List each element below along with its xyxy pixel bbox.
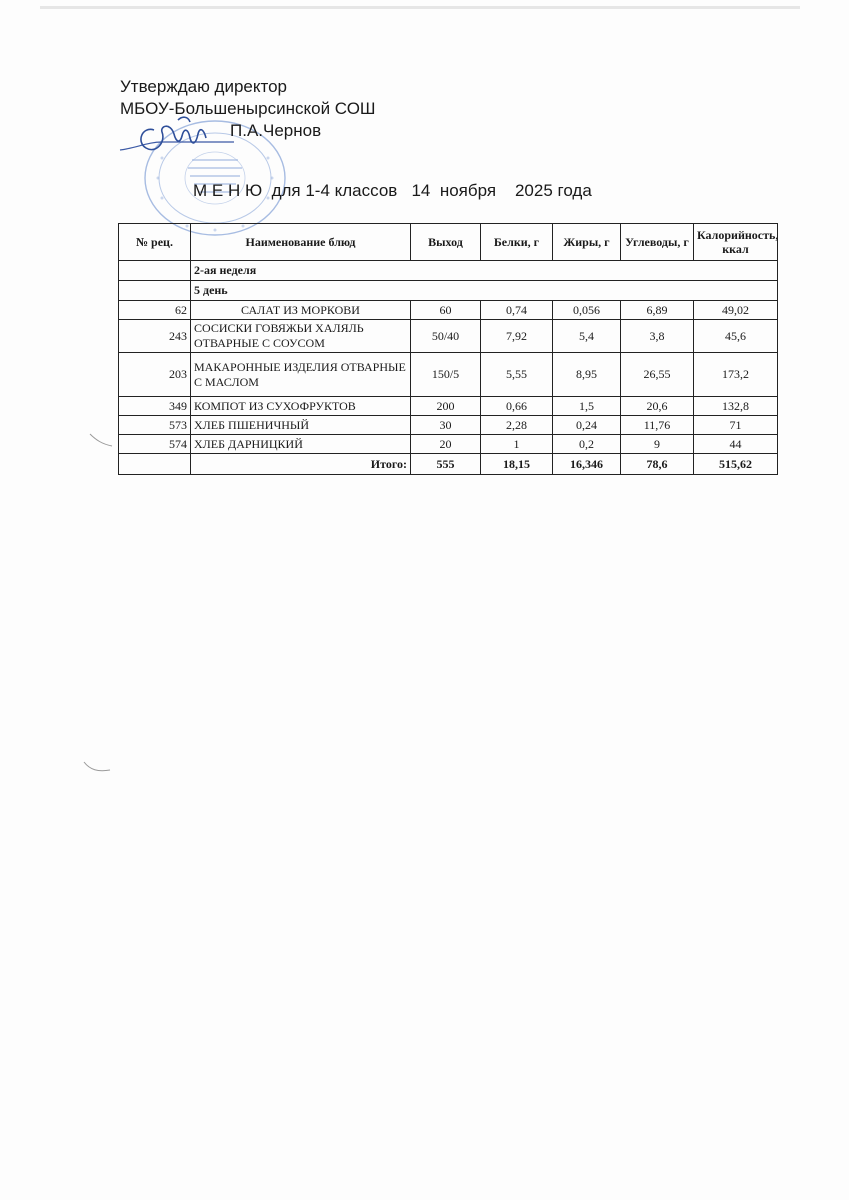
kcal-value: 44 <box>694 435 778 454</box>
total-carbs: 78,6 <box>621 454 694 475</box>
col-header-rec: № рец. <box>119 224 191 261</box>
kcal-value: 45,6 <box>694 320 778 353</box>
week-row <box>119 261 778 281</box>
carbs-value: 26,55 <box>621 353 694 397</box>
signature <box>118 112 238 162</box>
yield-value: 50/40 <box>411 320 481 353</box>
protein-value: 1 <box>481 435 553 454</box>
total-protein: 18,15 <box>481 454 553 475</box>
col-header-yield: Выход <box>411 224 481 261</box>
rec-number: 349 <box>119 397 191 416</box>
carbs-value: 3,8 <box>621 320 694 353</box>
col-header-carbs: Углеводы, г <box>621 224 694 261</box>
carbs-value: 11,76 <box>621 416 694 435</box>
fat-value: 8,95 <box>553 353 621 397</box>
col-header-protein: Белки, г <box>481 224 553 261</box>
total-yield: 555 <box>411 454 481 475</box>
total-label: Итого: <box>191 454 411 475</box>
protein-value: 0,66 <box>481 397 553 416</box>
fat-value: 1,5 <box>553 397 621 416</box>
table-row <box>119 435 778 454</box>
carbs-value: 20,6 <box>621 397 694 416</box>
empty-cell <box>119 261 191 281</box>
yield-value: 30 <box>411 416 481 435</box>
dish-name: СОСИСКИ ГОВЯЖЬИ ХАЛЯЛЬ ОТВАРНЫЕ С СОУСОМ <box>191 320 411 353</box>
dish-name: МАКАРОННЫЕ ИЗДЕЛИЯ ОТВАРНЫЕ С МАСЛОМ <box>191 353 411 397</box>
kcal-value: 49,02 <box>694 301 778 320</box>
protein-value: 2,28 <box>481 416 553 435</box>
protein-value: 5,55 <box>481 353 553 397</box>
rec-number: 573 <box>119 416 191 435</box>
total-row <box>119 454 778 475</box>
dish-name: ХЛЕБ ДАРНИЦКИЙ <box>191 435 411 454</box>
yield-value: 150/5 <box>411 353 481 397</box>
scan-mark <box>82 758 112 778</box>
table-row <box>119 320 778 353</box>
carbs-value: 6,89 <box>621 301 694 320</box>
table-row <box>119 397 778 416</box>
director-name: П.А.Чернов <box>230 121 322 140</box>
col-header-fat: Жиры, г <box>553 224 621 261</box>
col-header-name: Наименование блюд <box>191 224 411 261</box>
total-fat: 16,346 <box>553 454 621 475</box>
week-label: 2-ая неделя <box>191 261 778 281</box>
yield-value: 20 <box>411 435 481 454</box>
table-header-row <box>119 224 778 261</box>
empty-cell <box>119 454 191 475</box>
yield-value: 60 <box>411 301 481 320</box>
rec-number: 243 <box>119 320 191 353</box>
fat-value: 0,056 <box>553 301 621 320</box>
carbs-value: 9 <box>621 435 694 454</box>
fat-value: 5,4 <box>553 320 621 353</box>
empty-cell <box>119 281 191 301</box>
scan-mark <box>86 430 116 454</box>
col-header-kcal: Калорийность, ккал <box>694 224 778 261</box>
kcal-value: 173,2 <box>694 353 778 397</box>
table-row <box>119 301 778 320</box>
dish-name: КОМПОТ ИЗ СУХОФРУКТОВ <box>191 397 411 416</box>
day-row <box>119 281 778 301</box>
approval-title: Утверждаю директор <box>120 77 288 96</box>
protein-value: 7,92 <box>481 320 553 353</box>
kcal-value: 132,8 <box>694 397 778 416</box>
menu-title: М Е Н Ю для 1-4 классов 14 ноября 2025 года <box>193 181 592 200</box>
protein-value: 0,74 <box>481 301 553 320</box>
dish-name: САЛАТ ИЗ МОРКОВИ <box>191 301 411 320</box>
school-name: МБОУ-Большенырсинской СОШ <box>120 99 376 118</box>
rec-number: 203 <box>119 353 191 397</box>
scan-edge-band <box>40 6 800 9</box>
table-row <box>119 353 778 397</box>
yield-value: 200 <box>411 397 481 416</box>
rec-number: 574 <box>119 435 191 454</box>
menu-table <box>118 223 778 475</box>
fat-value: 0,24 <box>553 416 621 435</box>
day-label: 5 день <box>191 281 778 301</box>
rec-number: 62 <box>119 301 191 320</box>
table-row <box>119 416 778 435</box>
total-kcal: 515,62 <box>694 454 778 475</box>
dish-name: ХЛЕБ ПШЕНИЧНЫЙ <box>191 416 411 435</box>
kcal-value: 71 <box>694 416 778 435</box>
fat-value: 0,2 <box>553 435 621 454</box>
